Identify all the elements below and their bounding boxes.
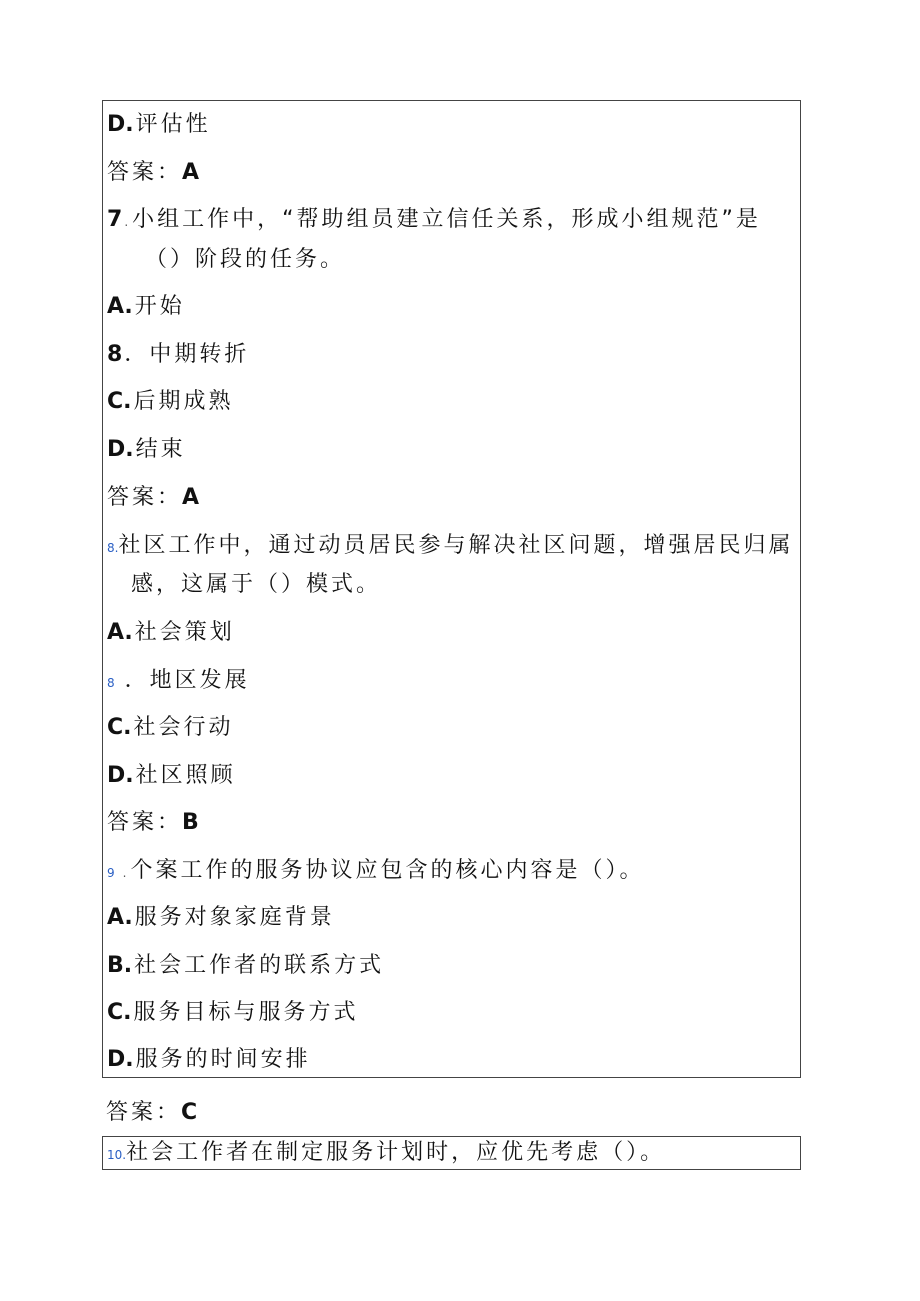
- q8-option-b: 8 ．地区发展: [107, 668, 250, 693]
- q8-option-a: A.社会策划: [107, 620, 235, 645]
- q7-option-d: D.结束: [107, 437, 186, 462]
- q7-stem-line2: （）阶段的任务。: [145, 247, 346, 272]
- q7-option-a: A.开始: [107, 294, 185, 319]
- q9-option-a: A.服务对象家庭背景: [107, 905, 335, 930]
- q10-stem: 10.社会工作者在制定服务计划时，应优先考虑（）。: [107, 1140, 666, 1165]
- q7-stem-line1: 7 . 小组工作中，“帮助组员建立信任关系，形成小组规范”是: [107, 207, 761, 232]
- question-box-q10: [102, 1136, 801, 1170]
- q8-stem-line2: 感，这属于（）模式。: [131, 572, 382, 597]
- q6-answer: 答案：A: [107, 160, 200, 185]
- q9-option-c: C.服务目标与服务方式: [107, 1000, 359, 1025]
- q9-answer: 答案：C: [106, 1100, 198, 1125]
- q7-option-c: C.后期成熟: [107, 389, 234, 414]
- q8-stem-line1: 8.社区工作中，通过动员居民参与解决社区问题，增强居民归属: [107, 533, 794, 558]
- q9-stem: 9 . 个案工作的服务协议应包含的核心内容是（）。: [107, 858, 645, 883]
- q8-answer: 答案：B: [107, 810, 199, 835]
- q9-option-d: D.服务的时间安排: [107, 1047, 311, 1072]
- q8-option-c: C.社会行动: [107, 715, 234, 740]
- q8-option-d: D.社区照顾: [107, 763, 236, 788]
- q6-option-d: D.评估性: [107, 112, 211, 137]
- question-box-main: [102, 100, 801, 1078]
- q7-answer: 答案：A: [107, 485, 200, 510]
- q9-option-b: B.社会工作者的联系方式: [107, 953, 385, 978]
- q7-option-b: 8．中期转折: [107, 342, 250, 367]
